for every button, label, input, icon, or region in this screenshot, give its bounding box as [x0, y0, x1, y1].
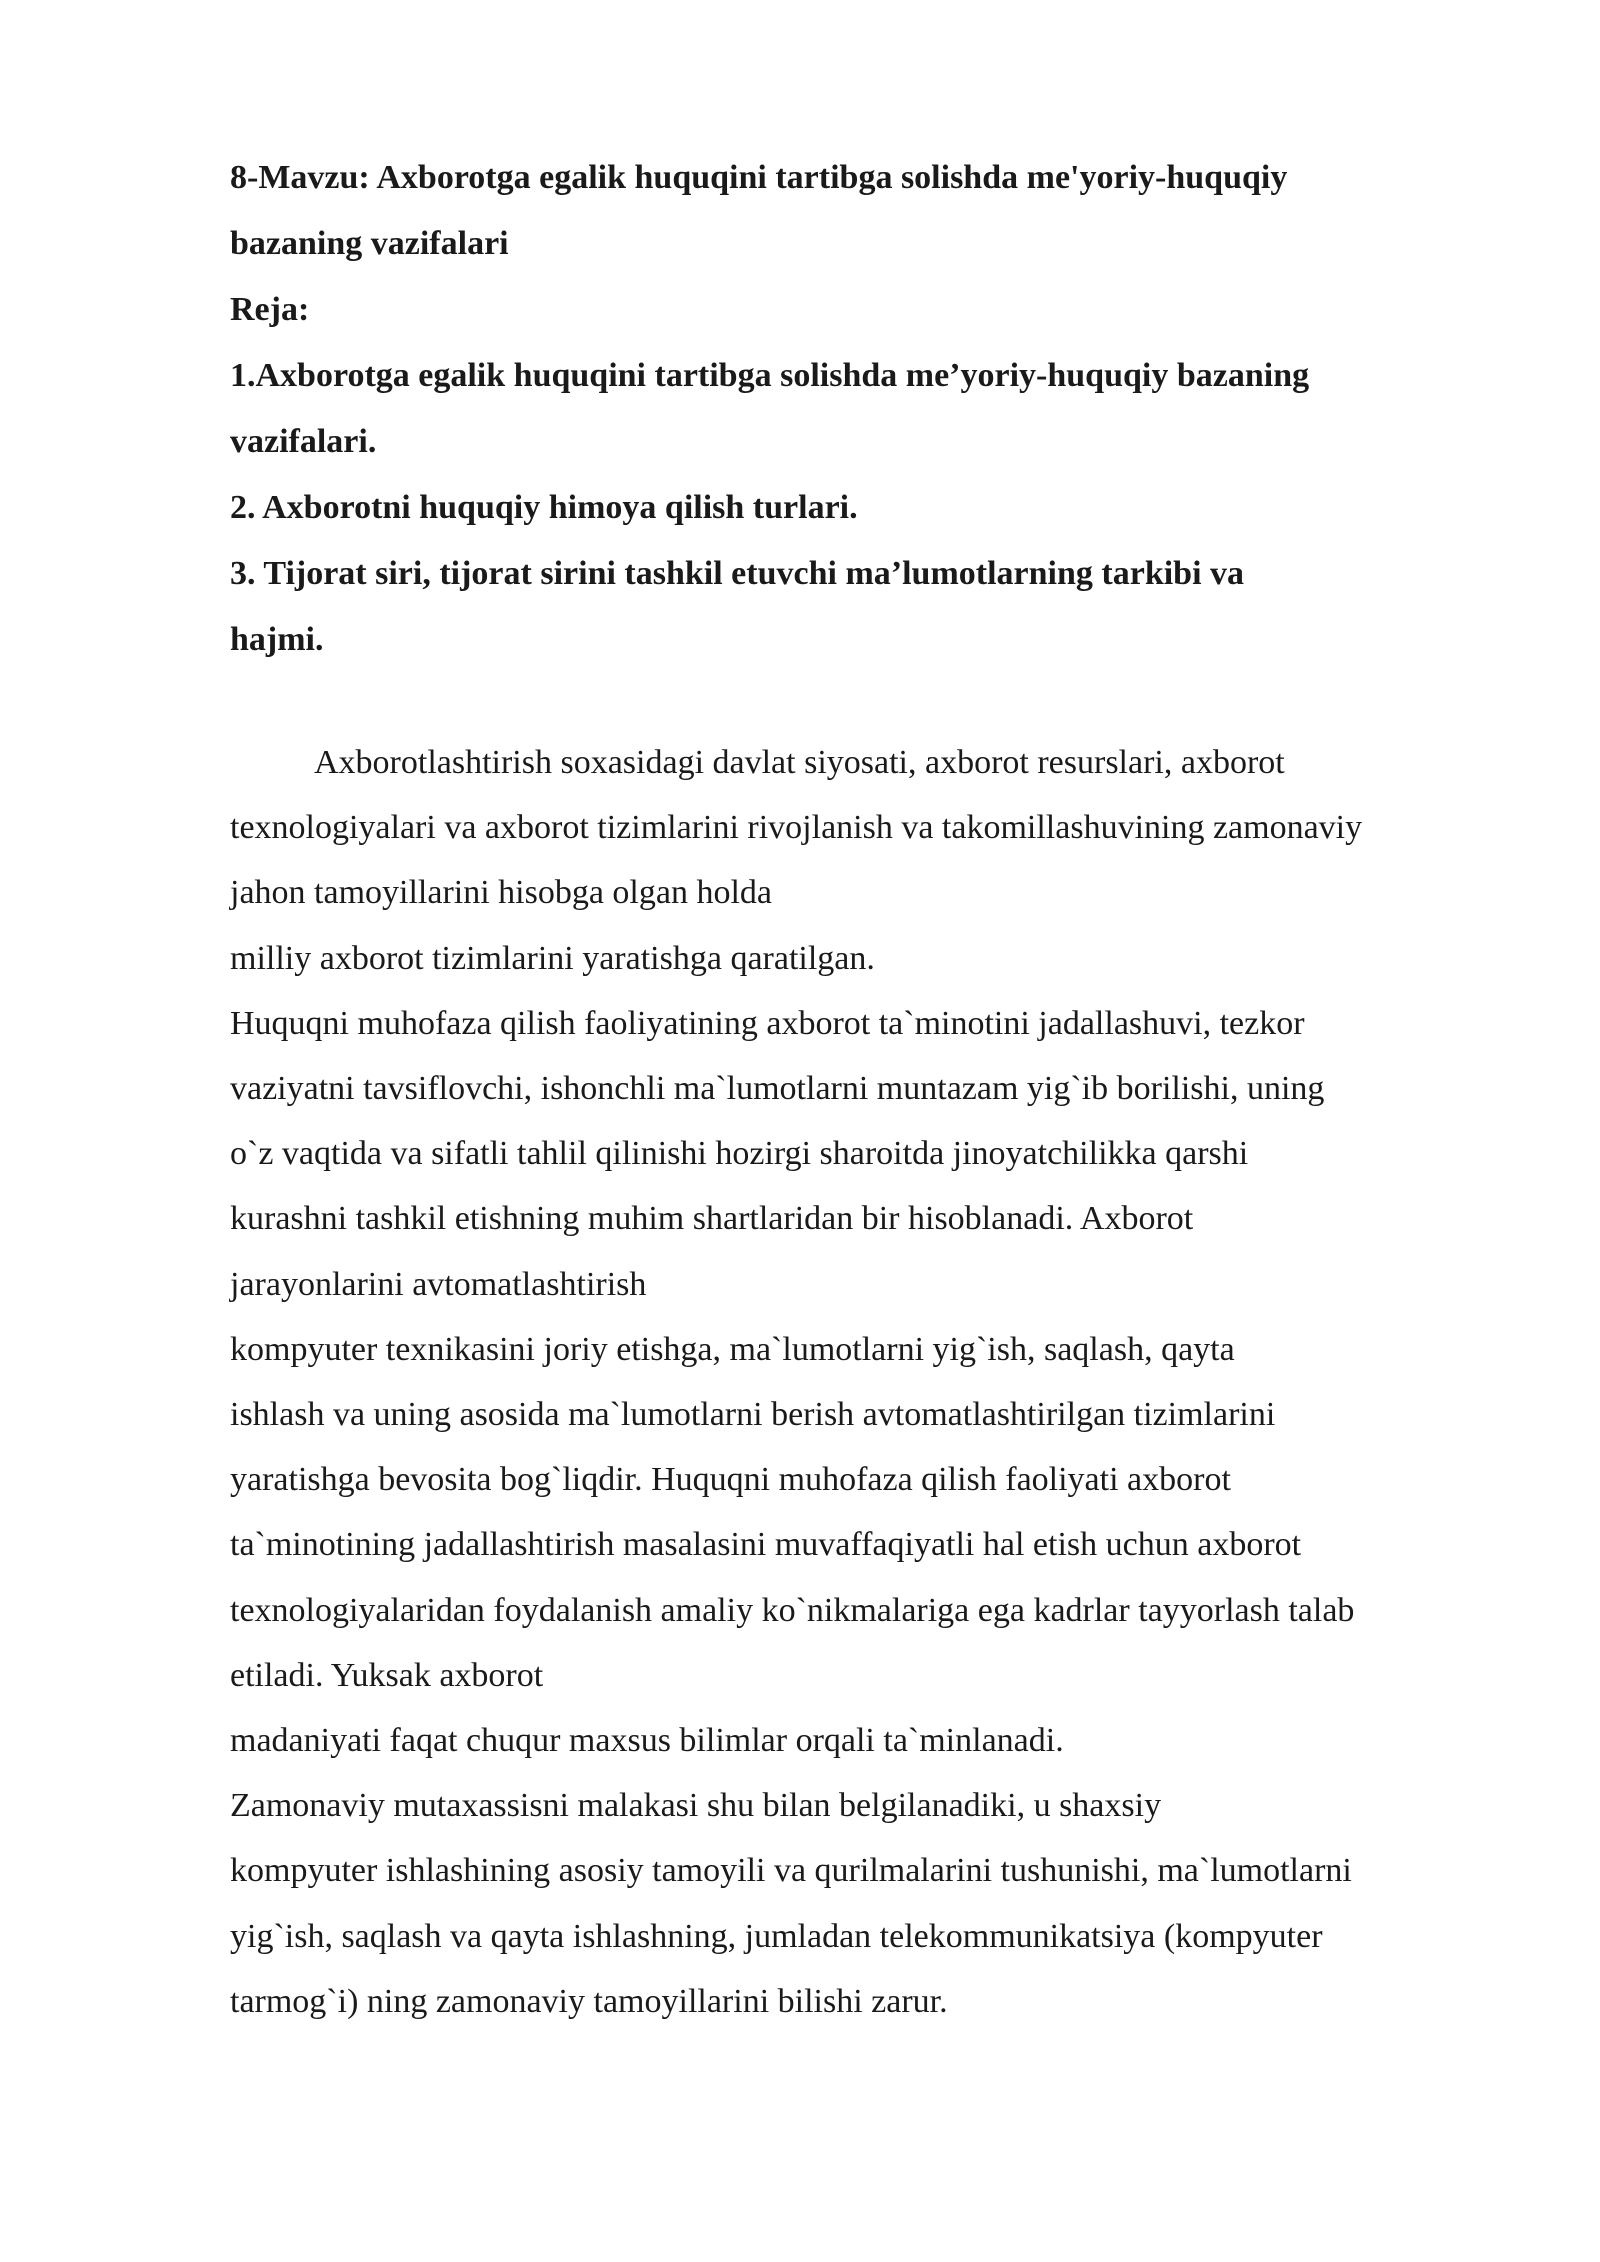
body-line: texnologiyalaridan foydalanish amaliy ko`nikmalariga ega kadrlar tayyorlash talab: [230, 1591, 1355, 1629]
plan-item-line: 2. Axborotni huquqiy himoya qilish turlari.: [230, 489, 858, 526]
plan-item-line: vazifalari.: [230, 423, 377, 460]
body-line: ta`minotining jadallashtirish masalasini muvaffaqiyatli hal etish uchun axborot: [230, 1526, 1302, 1564]
heading-block: [230, 145, 1530, 673]
title-line: bazaning vazifalari: [230, 225, 509, 262]
body-line: texnologiyalari va axborot tizimlarini rivojlanish va takomillashuvining zamonaviy: [230, 809, 1363, 847]
body-line: ishlash va uning asosida ma`lumotlarni berish avtomatlashtirilgan tizimlarini: [230, 1396, 1276, 1434]
body-line: Zamonaviy mutaxassisni malakasi shu bilan belgilanadiki, u shaxsiy: [230, 1787, 1162, 1825]
body-line: etiladi. Yuksak axborot: [230, 1656, 544, 1694]
body-line: o`z vaqtida va sifatli tahlil qilinishi hozirgi sharoitda jinoyatchilikka qarshi: [230, 1135, 1249, 1173]
plan-item-line: 3. Tijorat siri, tijorat sirini tashkil etuvchi ma’lumotlarning tarkibi va: [230, 555, 1245, 592]
body-line: tarmog`i) ning zamonaviy tamoyillarini bilishi zarur.: [230, 1982, 948, 2020]
plan-label: Reja:: [230, 291, 310, 328]
body-line: madaniyati faqat chuqur maxsus bilimlar orqali ta`minlanadi.: [230, 1722, 1064, 1760]
body-line: kompyuter texnikasini joriy etishga, ma`lumotlarni yig`ish, saqlash, qayta: [230, 1330, 1235, 1368]
body-line: Huquqni muhofaza qilish faoliyatining axborot ta`minotini jadallashuvi, tezkor: [230, 1004, 1305, 1042]
body-line: yig`ish, saqlash va qayta ishlashning, jumladan telekommunikatsiya (kompyuter: [230, 1917, 1323, 1955]
body-line: milliy axborot tizimlarini yaratishga qaratilgan.: [230, 939, 875, 977]
body-line: kompyuter ishlashining asosiy tamoyili va qurilmalarini tushunishi, ma`lumotlarni: [230, 1852, 1352, 1890]
plan-item-line: hajmi.: [230, 621, 324, 658]
body-line: jarayonlarini avtomatlashtirish: [230, 1265, 647, 1303]
body-line: Axborotlashtirish soxasidagi davlat siyosati, axborot resurslari, axborot: [314, 744, 1285, 781]
title-line: 8-Mavzu: Axborotga egalik huquqini tartibga solishda me'yoriy-huquqiy: [230, 159, 1288, 196]
body-line: vaziyatni tavsiflovchi, ishonchli ma`lumotlarni muntazam yig`ib borilishi, uning: [230, 1070, 1325, 1108]
body-line: yaratishga bevosita bog`liqdir. Huquqni muhofaza qilish faoliyati axborot: [230, 1461, 1231, 1499]
body-line: jahon tamoyillarini hisobga olgan holda: [230, 874, 773, 912]
plan-item-line: 1.Axborotga egalik huquqini tartibga solishda me’yoriy-huquqiy bazaning: [230, 357, 1310, 394]
body-text: [230, 730, 1530, 2034]
body-line: kurashni tashkil etishning muhim shartlaridan bir hisoblanadi. Axborot: [230, 1200, 1194, 1238]
